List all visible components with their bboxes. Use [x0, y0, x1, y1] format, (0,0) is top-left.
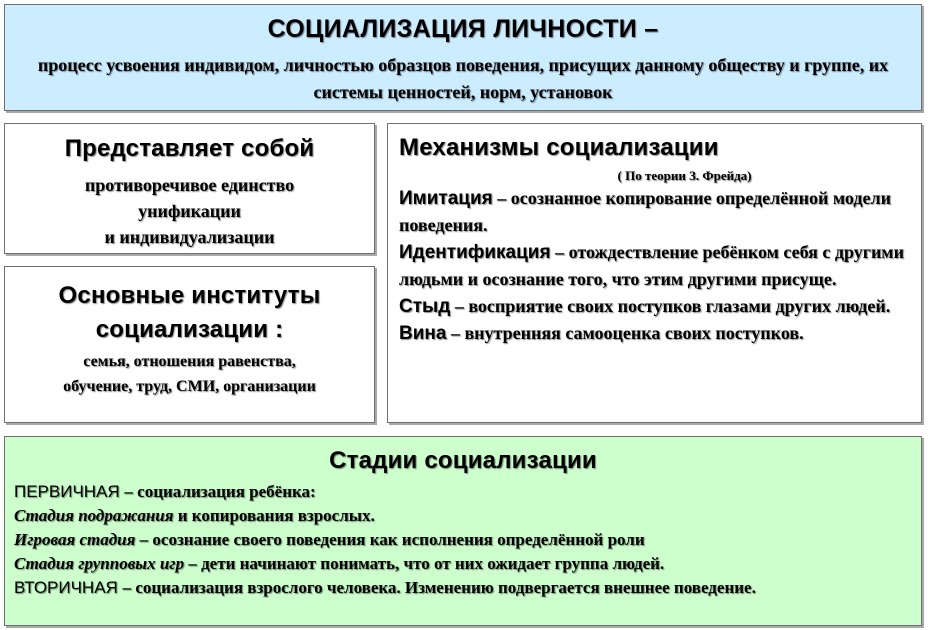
mechanism-text: – восприятие своих поступков глазами других людей.	[450, 296, 891, 316]
mechanism-term: Идентификация	[399, 242, 551, 263]
mechanisms-source: ( По теории З. Фрейда)	[617, 168, 752, 183]
represents-title: Представляет собой	[64, 135, 315, 162]
represents-line: унификации	[138, 201, 241, 221]
mechanism-item	[399, 293, 911, 320]
stage-item	[14, 480, 912, 504]
represents-text	[15, 172, 364, 250]
mechanism-text: – внутренняя самооценка своих поступков.	[446, 323, 804, 343]
mechanisms-box	[387, 123, 922, 423]
stages-list	[14, 480, 912, 600]
institutes-box	[4, 266, 375, 423]
represents-line: противоречивое единство	[84, 175, 295, 195]
stage-term: Стадия подражания	[14, 506, 174, 525]
definition-text: процесс усвоения индивидом, личностью образцов поведения, присущих данному обществу и группе, их системы ценностей, норм, установок	[37, 55, 889, 102]
stages-box	[4, 436, 922, 626]
stage-term: ПЕРВИЧНАЯ	[14, 482, 125, 501]
stage-text: – социализация взрослого человека. Изменению подвергается внешнее поведение.	[122, 578, 756, 597]
mechanism-item	[399, 185, 911, 239]
stage-item	[14, 504, 912, 528]
stage-item	[14, 528, 912, 552]
mechanisms-title: Механизмы социализации	[399, 134, 719, 161]
stage-text: и копирования взрослых.	[173, 506, 375, 525]
represents-line: и индивидуализации	[104, 227, 275, 247]
institutes-text	[11, 349, 368, 399]
mechanism-text: – осознанное копирование определённой модели поведения.	[399, 188, 891, 235]
mechanism-term: Стыд	[399, 296, 451, 317]
institutes-title	[5, 279, 374, 347]
definition-box	[4, 4, 922, 111]
stage-item	[14, 576, 912, 600]
stages-title: Стадии социализации	[329, 447, 597, 474]
definition-title: СОЦИАЛИЗАЦИЯ ЛИЧНОСТИ –	[267, 15, 659, 43]
institutes-title-line: Основные институты	[58, 282, 321, 309]
represents-box	[4, 123, 375, 254]
institutes-line: обучение, труд, СМИ, организации	[63, 378, 316, 395]
stage-text: – дети начинают понимать, что от них ожидает группа людей.	[184, 554, 665, 573]
stage-term: Стадия групповых игр	[14, 554, 185, 573]
mechanism-item	[399, 320, 911, 347]
stage-text: – социализация ребёнка:	[124, 482, 316, 501]
stage-term: ВТОРИЧНАЯ	[14, 578, 123, 597]
stage-text: – осознание своего поведения как исполнения определённой роли	[135, 530, 645, 549]
institutes-title-line: социализации :	[95, 316, 284, 343]
mechanism-text: – отождествление ребёнком себя с другими людьми и осознание того, что этим другими присуще.	[399, 242, 904, 289]
mechanism-item	[399, 239, 911, 293]
mechanism-term: Вина	[399, 323, 447, 344]
mechanisms-list	[399, 185, 911, 347]
stage-item	[14, 552, 912, 576]
stage-term: Игровая стадия	[14, 530, 136, 549]
mechanism-term: Имитация	[399, 188, 493, 209]
institutes-line: семья, отношения равенства,	[83, 353, 296, 370]
